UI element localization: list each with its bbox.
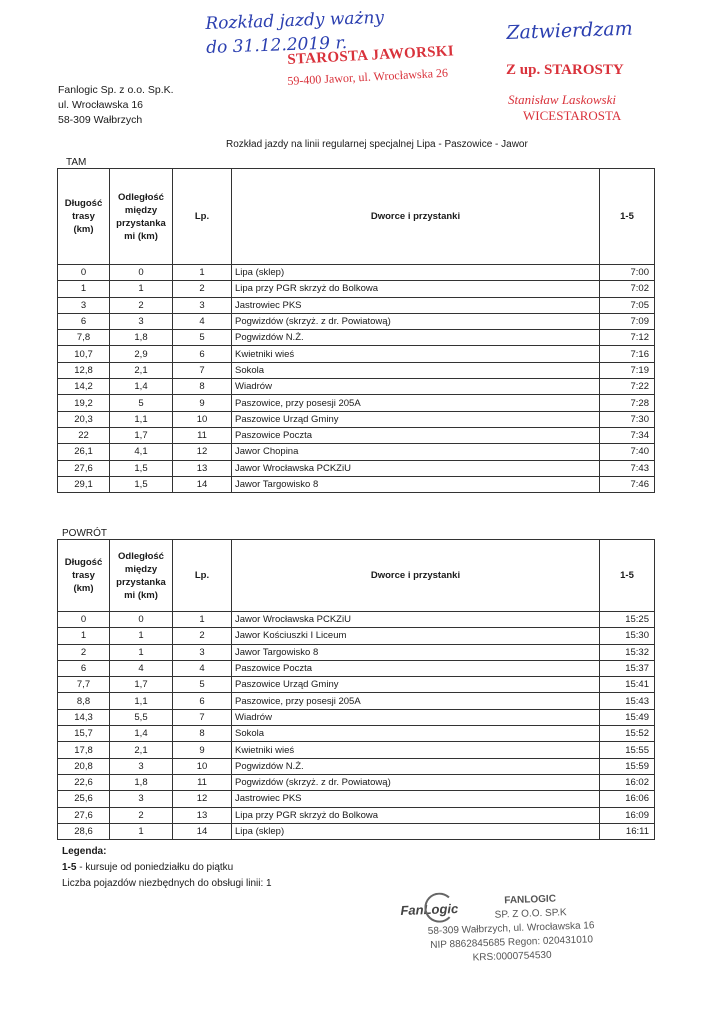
- cell-lp: 2: [173, 281, 232, 297]
- table-row: [58, 427, 655, 443]
- table-row: [58, 726, 655, 742]
- cell-distance: 14,2: [58, 379, 110, 395]
- document-title: Rozkład jazdy na linii regularnej specjalnej Lipa - Paszowice - Jawor: [226, 139, 528, 150]
- cell-time: 15:43: [600, 693, 655, 709]
- header-between: Odległość między przystanka mi (km): [110, 169, 173, 265]
- cell-time: 7:05: [600, 297, 655, 313]
- cell-between: 2,9: [110, 346, 173, 362]
- cell-lp: 5: [173, 677, 232, 693]
- cell-between: 1: [110, 281, 173, 297]
- cell-lp: 14: [173, 823, 232, 839]
- cell-distance: 17,8: [58, 742, 110, 758]
- cell-distance: 27,6: [58, 460, 110, 476]
- cell-lp: 11: [173, 427, 232, 443]
- header-stops: Dworce i przystanki: [232, 540, 600, 612]
- cell-between: 4: [110, 660, 173, 676]
- cell-stop: Paszowice, przy posesji 205A: [232, 395, 600, 411]
- table-header-row: [58, 169, 655, 265]
- legend-vehicles: Liczba pojazdów niezbędnych do obsługi linii: 1: [62, 878, 272, 889]
- header-between: Odległość między przystanka mi (km): [110, 540, 173, 612]
- table-row: [58, 709, 655, 725]
- legend-item-code: 1-5: [62, 862, 77, 873]
- header-days: 1-5: [600, 169, 655, 265]
- table-row: [58, 297, 655, 313]
- company-city: 58-309 Wałbrzych: [58, 114, 143, 126]
- company-name: Fanlogic Sp. z o.o. Sp.K.: [58, 84, 174, 96]
- signer-name: Stanisław Laskowski: [508, 92, 616, 107]
- cell-time: 15:52: [600, 726, 655, 742]
- legend-item-text: - kursuje od poniedziałku do piątku: [76, 862, 234, 873]
- cell-between: 1: [110, 823, 173, 839]
- table-row: [58, 774, 655, 790]
- table-row: [58, 758, 655, 774]
- cell-between: 1,5: [110, 476, 173, 492]
- stamp-line-company: FANLOGIC: [504, 893, 557, 907]
- cell-lp: 12: [173, 444, 232, 460]
- cell-distance: 25,6: [58, 791, 110, 807]
- cell-distance: 1: [58, 281, 110, 297]
- cell-between: 2,1: [110, 742, 173, 758]
- cell-between: 0: [110, 265, 173, 281]
- cell-distance: 20,3: [58, 411, 110, 427]
- table-row: [58, 823, 655, 839]
- signer-role: WICESTAROSTA: [523, 108, 622, 123]
- cell-lp: 6: [173, 693, 232, 709]
- legend-title: Legenda:: [62, 846, 107, 857]
- cell-stop: Lipa przy PGR skrzyż do Bolkowa: [232, 807, 600, 823]
- cell-time: 7:16: [600, 346, 655, 362]
- cell-time: 16:06: [600, 791, 655, 807]
- cell-lp: 8: [173, 379, 232, 395]
- cell-time: 7:22: [600, 379, 655, 395]
- cell-lp: 1: [173, 612, 232, 628]
- cell-lp: 12: [173, 791, 232, 807]
- cell-stop: Jastrowiec PKS: [232, 297, 600, 313]
- table-row: [58, 395, 655, 411]
- cell-stop: Wiadrów: [232, 379, 600, 395]
- header-distance: Długość trasy (km): [58, 169, 110, 265]
- cell-distance: 26,1: [58, 444, 110, 460]
- cell-time: 15:37: [600, 660, 655, 676]
- cell-stop: Paszowice Poczta: [232, 427, 600, 443]
- cell-lp: 14: [173, 476, 232, 492]
- legend-item: [62, 860, 272, 876]
- cell-stop: Jawor Kościuszki I Liceum: [232, 628, 600, 644]
- cell-time: 15:30: [600, 628, 655, 644]
- cell-distance: 20,8: [58, 758, 110, 774]
- cell-distance: 8,8: [58, 693, 110, 709]
- table-row: [58, 476, 655, 492]
- table-row: [58, 265, 655, 281]
- cell-distance: 0: [58, 265, 110, 281]
- cell-lp: 4: [173, 660, 232, 676]
- cell-lp: 7: [173, 709, 232, 725]
- cell-distance: 22,6: [58, 774, 110, 790]
- cell-stop: Jawor Targowisko 8: [232, 476, 600, 492]
- cell-between: 1,1: [110, 411, 173, 427]
- cell-between: 1,5: [110, 460, 173, 476]
- cell-between: 3: [110, 313, 173, 329]
- table-row: [58, 330, 655, 346]
- cell-stop: Paszowice, przy posesji 205A: [232, 693, 600, 709]
- table-row: [58, 379, 655, 395]
- cell-stop: Sokola: [232, 362, 600, 378]
- table-row: [58, 362, 655, 378]
- table-row: [58, 742, 655, 758]
- cell-time: 7:46: [600, 476, 655, 492]
- cell-distance: 7,8: [58, 330, 110, 346]
- cell-distance: 1: [58, 628, 110, 644]
- table-row: [58, 807, 655, 823]
- cell-lp: 3: [173, 644, 232, 660]
- cell-between: 1,7: [110, 677, 173, 693]
- cell-distance: 6: [58, 660, 110, 676]
- cell-stop: Pogwizdów N.Ż.: [232, 758, 600, 774]
- cell-distance: 15,7: [58, 726, 110, 742]
- cell-between: 3: [110, 758, 173, 774]
- cell-between: 3: [110, 791, 173, 807]
- cell-lp: 2: [173, 628, 232, 644]
- table-row: [58, 313, 655, 329]
- cell-lp: 10: [173, 758, 232, 774]
- cell-time: 7:43: [600, 460, 655, 476]
- validity-note-line2: do 31.12.2019 r.: [205, 33, 348, 58]
- header-distance: Długość trasy (km): [58, 540, 110, 612]
- cell-stop: Lipa (sklep): [232, 823, 600, 839]
- cell-time: 15:55: [600, 742, 655, 758]
- cell-distance: 22: [58, 427, 110, 443]
- starosta-stamp-address: 59-400 Jawor, ul. Wrocławska 26: [287, 65, 449, 88]
- timetable-tam: [57, 168, 655, 493]
- cell-distance: 2: [58, 644, 110, 660]
- section-label-tam: TAM: [66, 157, 87, 168]
- cell-time: 15:41: [600, 677, 655, 693]
- header-lp: Lp.: [173, 169, 232, 265]
- stamp-line-legal: SP. Z O.O. SP.K: [494, 907, 567, 921]
- table-row: [58, 444, 655, 460]
- cell-time: 16:09: [600, 807, 655, 823]
- cell-time: 15:59: [600, 758, 655, 774]
- cell-stop: Jawor Targowisko 8: [232, 644, 600, 660]
- cell-time: 15:32: [600, 644, 655, 660]
- cell-stop: Pogwizdów (skrzyż. z dr. Powiatową): [232, 774, 600, 790]
- cell-between: 5: [110, 395, 173, 411]
- table-row: [58, 281, 655, 297]
- cell-distance: 3: [58, 297, 110, 313]
- cell-between: 2: [110, 807, 173, 823]
- table-row: [58, 693, 655, 709]
- stamp-line-address: 58-309 Wałbrzych, ul. Wrocławska 16: [427, 920, 595, 938]
- cell-stop: Kwietniki wieś: [232, 742, 600, 758]
- cell-stop: Jawor Wrocławska PCKZiU: [232, 612, 600, 628]
- cell-stop: Wiadrów: [232, 709, 600, 725]
- cell-stop: Jawor Wrocławska PCKZiU: [232, 460, 600, 476]
- cell-distance: 0: [58, 612, 110, 628]
- cell-time: 7:28: [600, 395, 655, 411]
- cell-distance: 29,1: [58, 476, 110, 492]
- fanlogic-logo: FanLogic: [400, 900, 459, 918]
- cell-distance: 27,6: [58, 807, 110, 823]
- cell-stop: Jastrowiec PKS: [232, 791, 600, 807]
- cell-between: 2: [110, 297, 173, 313]
- table-row: [58, 677, 655, 693]
- cell-between: 1,4: [110, 379, 173, 395]
- section-label-powrot: POWRÓT: [62, 528, 107, 539]
- cell-stop: Jawor Chopina: [232, 444, 600, 460]
- cell-time: 7:00: [600, 265, 655, 281]
- authority-stamp: Z up. STAROSTY: [506, 62, 624, 78]
- cell-stop: Paszowice Urząd Gminy: [232, 677, 600, 693]
- cell-between: 1,7: [110, 427, 173, 443]
- cell-between: 1,8: [110, 774, 173, 790]
- cell-between: 1,4: [110, 726, 173, 742]
- cell-distance: 14,3: [58, 709, 110, 725]
- cell-lp: 13: [173, 807, 232, 823]
- cell-time: 7:09: [600, 313, 655, 329]
- cell-lp: 9: [173, 395, 232, 411]
- cell-time: 7:34: [600, 427, 655, 443]
- table-row: [58, 628, 655, 644]
- cell-lp: 4: [173, 313, 232, 329]
- cell-time: 7:02: [600, 281, 655, 297]
- cell-lp: 9: [173, 742, 232, 758]
- cell-lp: 1: [173, 265, 232, 281]
- stamp-line-krs: KRS:0000754530: [472, 949, 552, 964]
- cell-distance: 12,8: [58, 362, 110, 378]
- cell-lp: 13: [173, 460, 232, 476]
- cell-time: 7:12: [600, 330, 655, 346]
- header-lp: Lp.: [173, 540, 232, 612]
- cell-stop: Paszowice Poczta: [232, 660, 600, 676]
- cell-time: 15:25: [600, 612, 655, 628]
- cell-time: 16:02: [600, 774, 655, 790]
- cell-between: 1: [110, 644, 173, 660]
- cell-lp: 5: [173, 330, 232, 346]
- cell-stop: Paszowice Urząd Gminy: [232, 411, 600, 427]
- cell-between: 1: [110, 628, 173, 644]
- header-days: 1-5: [600, 540, 655, 612]
- cell-between: 5,5: [110, 709, 173, 725]
- cell-lp: 3: [173, 297, 232, 313]
- cell-distance: 6: [58, 313, 110, 329]
- timetable-powrot: [57, 539, 655, 840]
- cell-lp: 7: [173, 362, 232, 378]
- cell-stop: Kwietniki wieś: [232, 346, 600, 362]
- cell-stop: Lipa (sklep): [232, 265, 600, 281]
- cell-time: 7:19: [600, 362, 655, 378]
- table-row: [58, 612, 655, 628]
- cell-time: 7:30: [600, 411, 655, 427]
- validity-note-line1: Rozkład jazdy ważny: [205, 7, 385, 34]
- cell-stop: Sokola: [232, 726, 600, 742]
- cell-stop: Lipa przy PGR skrzyż do Bolkowa: [232, 281, 600, 297]
- company-address: [58, 83, 174, 128]
- header-stops: Dworce i przystanki: [232, 169, 600, 265]
- table-row: [58, 791, 655, 807]
- cell-lp: 8: [173, 726, 232, 742]
- table-row: [58, 644, 655, 660]
- table-header-row: [58, 540, 655, 612]
- cell-lp: 10: [173, 411, 232, 427]
- legend: [62, 844, 272, 892]
- table-row: [58, 460, 655, 476]
- cell-distance: 10,7: [58, 346, 110, 362]
- cell-between: 4,1: [110, 444, 173, 460]
- cell-distance: 7,7: [58, 677, 110, 693]
- table-row: [58, 660, 655, 676]
- company-street: ul. Wrocławska 16: [58, 99, 144, 111]
- cell-between: 0: [110, 612, 173, 628]
- cell-distance: 28,6: [58, 823, 110, 839]
- cell-lp: 11: [173, 774, 232, 790]
- cell-stop: Pogwizdów (skrzyż. z dr. Powiatową): [232, 313, 600, 329]
- cell-time: 16:11: [600, 823, 655, 839]
- stamp-line-nip: NIP 8862845685 Regon: 020431010: [430, 934, 594, 951]
- cell-time: 15:49: [600, 709, 655, 725]
- starosta-stamp-title: STAROSTA JAWORSKI: [287, 43, 455, 68]
- table-row: [58, 411, 655, 427]
- table-row: [58, 346, 655, 362]
- cell-between: 1,1: [110, 693, 173, 709]
- cell-distance: 19,2: [58, 395, 110, 411]
- cell-between: 2,1: [110, 362, 173, 378]
- cell-stop: Pogwizdów N.Ż.: [232, 330, 600, 346]
- cell-between: 1,8: [110, 330, 173, 346]
- approval-note: Zatwierdzam: [506, 17, 634, 44]
- cell-time: 7:40: [600, 444, 655, 460]
- cell-lp: 6: [173, 346, 232, 362]
